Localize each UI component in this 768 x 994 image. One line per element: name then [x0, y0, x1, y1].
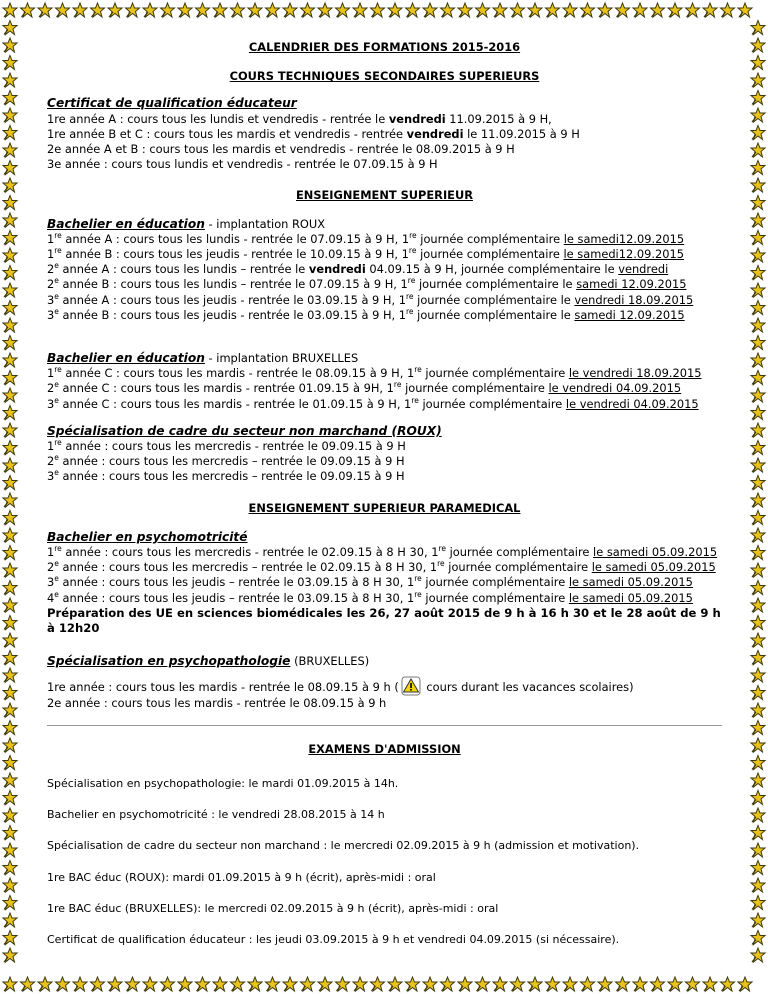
- border-star: [751, 108, 765, 122]
- border-star: [73, 977, 87, 991]
- border-star: [3, 773, 17, 787]
- border-star: [406, 3, 420, 17]
- border-star: [441, 977, 455, 991]
- es-spec-line-2: 2e année : cours tous les mercredis – rentrée le 09.09.15 à 9 H: [47, 453, 405, 469]
- border-star: [528, 3, 542, 17]
- border-star: [388, 3, 402, 17]
- border-star: [751, 56, 765, 70]
- es-roux-line-4: 2e année B : cours tous les lundis – rentrée le 07.09.15 à 9 H, 1re journée complémentaire le samedi 12.09.2015: [47, 276, 687, 292]
- border-star: [738, 3, 752, 17]
- border-star: [3, 826, 17, 840]
- border-star: [616, 977, 630, 991]
- border-star: [283, 3, 297, 17]
- es-roux-line-1: 1re année A : cours tous les lundis - rentrée le 07.09.15 à 9 H, 1re journée complémentaire le samedi12.09.2015: [47, 230, 685, 246]
- border-star: [196, 3, 210, 17]
- border-star: [178, 977, 192, 991]
- border-star: [196, 977, 210, 991]
- border-star: [318, 3, 332, 17]
- border-star: [3, 528, 17, 542]
- border-star: [751, 633, 765, 647]
- border-star: [476, 3, 490, 17]
- border-star: [178, 3, 192, 17]
- border-star: [231, 977, 245, 991]
- border-star: [3, 948, 17, 962]
- border-star: [3, 441, 17, 455]
- border-star: [3, 843, 17, 857]
- border-star: [3, 353, 17, 367]
- border-star: [751, 353, 765, 367]
- border-star: [266, 3, 280, 17]
- border-star: [3, 266, 17, 280]
- border-star: [3, 3, 17, 17]
- exam-item: Bachelier en psychomotricité : le vendredi 28.08.2015 à 14 h: [47, 808, 385, 822]
- border-star: [3, 21, 17, 35]
- border-star: [751, 336, 765, 350]
- es-bxl-line-3: 3e année C : cours tous les mardis - rentrée le 01.09.15 à 9 H, 1re journée complémentaire le vendredi 04.09.2015: [47, 395, 699, 411]
- border-star: [353, 3, 367, 17]
- border-star: [3, 283, 17, 297]
- border-star: [668, 977, 682, 991]
- border-star: [3, 213, 17, 227]
- border-star: [423, 977, 437, 991]
- border-star: [21, 977, 35, 991]
- border-star: [3, 686, 17, 700]
- border-star: [751, 773, 765, 787]
- cts-line-4: 3e année : cours tous lundis et vendredis - rentrée le 07.09.15 à 9 H: [47, 157, 438, 172]
- border-star: [751, 931, 765, 945]
- exam-item: 1re BAC éduc (BRUXELLES): le mercredi 02.09.2015 à 9 h (écrit), après-midi : oral: [47, 901, 499, 915]
- border-star: [751, 843, 765, 857]
- border-star: [751, 73, 765, 87]
- border-star: [3, 651, 17, 665]
- border-star: [751, 126, 765, 140]
- border-star: [668, 3, 682, 17]
- border-star: [213, 977, 227, 991]
- border-star: [751, 563, 765, 577]
- border-star: [598, 3, 612, 17]
- border-star: [3, 91, 17, 105]
- border-star: [3, 878, 17, 892]
- para-psy-ue-note: Préparation des UE en sciences biomédicales les 26, 27 août 2015 de 9 h à 16 h 30 et le 28 août de 9 h à 12h20: [47, 605, 721, 636]
- border-star: [751, 791, 765, 805]
- es-bxl-subheading: Bachelier en éducation - implantation BRUXELLES: [47, 351, 359, 366]
- border-star: [751, 423, 765, 437]
- border-star: [546, 977, 560, 991]
- border-star: [3, 721, 17, 735]
- border-star: [3, 913, 17, 927]
- border-star: [423, 3, 437, 17]
- para-psy-subheading: Bachelier en psychomotricité: [47, 529, 248, 544]
- border-star: [616, 3, 630, 17]
- border-star: [3, 791, 17, 805]
- border-star: [721, 3, 735, 17]
- border-star: [3, 126, 17, 140]
- border-star: [371, 977, 385, 991]
- border-star: [751, 161, 765, 175]
- border-star: [143, 3, 157, 17]
- border-star: [511, 977, 525, 991]
- border-star: [581, 3, 595, 17]
- es-roux-line-5: 3e année A : cours tous les jeudis - rentrée le 03.09.15 à 9 H, 1re journée complémentaire le vendredi 18.09.2015: [47, 291, 694, 307]
- border-star: [3, 231, 17, 245]
- border-star: [686, 3, 700, 17]
- border-star: [336, 3, 350, 17]
- border-star: [751, 581, 765, 595]
- border-star: [3, 178, 17, 192]
- border-star: [633, 977, 647, 991]
- para-pp-line-2: 2e année : cours tous les mardis - rentrée le 08.09.15 à 9 h: [47, 695, 387, 710]
- border-star: [3, 336, 17, 350]
- border-star: [213, 3, 227, 17]
- border-star: [738, 977, 752, 991]
- border-star: [38, 3, 52, 17]
- border-star: [751, 231, 765, 245]
- border-star: [441, 3, 455, 17]
- border-star: [751, 388, 765, 402]
- border-star: [73, 3, 87, 17]
- border-star: [703, 977, 717, 991]
- border-star: [56, 977, 70, 991]
- border-star: [751, 406, 765, 420]
- cts-heading: COURS TECHNIQUES SECONDAIRES SUPERIEURS: [229, 69, 540, 84]
- border-star: [3, 808, 17, 822]
- border-star: [388, 977, 402, 991]
- border-star: [581, 977, 595, 991]
- border-star: [248, 3, 262, 17]
- border-star: [336, 977, 350, 991]
- border-star: [126, 977, 140, 991]
- border-star: [751, 318, 765, 332]
- border-star: [721, 977, 735, 991]
- exam-item: 1re BAC éduc (ROUX): mardi 01.09.2015 à 9 h (écrit), après-midi : oral: [47, 870, 436, 884]
- para-heading: ENSEIGNEMENT SUPERIEUR PARAMEDICAL: [248, 500, 521, 515]
- border-star: [546, 3, 560, 17]
- border-star: [3, 38, 17, 52]
- border-star: [3, 143, 17, 157]
- border-star: [751, 721, 765, 735]
- document-page: [47, 28, 722, 947]
- border-star: [3, 371, 17, 385]
- border-star: [751, 616, 765, 630]
- border-star: [3, 931, 17, 945]
- border-star: [751, 38, 765, 52]
- border-star: [751, 756, 765, 770]
- border-star: [751, 441, 765, 455]
- para-psy-line-1: 1re année : cours tous les mercredis - rentrée le 02.09.15 à 8 H 30, 1re journée complémentaire le samedi 05.09.2015: [47, 544, 718, 560]
- border-star: [751, 493, 765, 507]
- border-star: [751, 371, 765, 385]
- es-heading: ENSEIGNEMENT SUPERIEUR: [296, 188, 473, 203]
- exam-item: Certificat de qualification éducateur : les jeudi 03.09.2015 à 9 h et vendredi 04.09.2015 (si nécessaire).: [47, 932, 620, 946]
- border-star: [651, 977, 665, 991]
- border-star: [161, 977, 175, 991]
- border-star: [3, 248, 17, 262]
- border-star: [633, 3, 647, 17]
- separator-line: [47, 725, 722, 726]
- border-star: [751, 546, 765, 560]
- es-roux-line-6: 3e année B : cours tous les jeudis - rentrée le 03.09.15 à 9 H, 1re journée complémentaire le samedi 12.09.2015: [47, 306, 685, 322]
- border-star: [751, 598, 765, 612]
- border-star: [751, 178, 765, 192]
- border-star: [751, 808, 765, 822]
- border-star: [493, 3, 507, 17]
- cts-line-1: 1re année A : cours tous les lundis et vendredis - rentrée le vendredi 11.09.2015 à 9 H,: [47, 111, 552, 126]
- border-star: [3, 318, 17, 332]
- border-star: [301, 977, 315, 991]
- border-star: [3, 458, 17, 472]
- cts-line-2: 1re année B et C : cours tous les mardis et vendredis - rentrée vendredi le 11.09.2015 à 9 H: [47, 126, 580, 141]
- border-star: [3, 861, 17, 875]
- border-star: [108, 3, 122, 17]
- border-star: [751, 511, 765, 525]
- border-star: [3, 196, 17, 210]
- border-star: [126, 3, 140, 17]
- es-bxl-line-2: 2e année C : cours tous les mardis - rentrée 01.09.15 à 9H, 1re journée complémentaire le vendredi 04.09.2015: [47, 380, 682, 396]
- border-star: [703, 3, 717, 17]
- border-star: [751, 651, 765, 665]
- para-pp-subheading: Spécialisation en psychopathologie (BRUXELLES): [47, 654, 370, 669]
- border-star: [161, 3, 175, 17]
- border-star: [751, 826, 765, 840]
- border-star: [751, 248, 765, 262]
- border-star: [598, 977, 612, 991]
- cts-subheading: Certificat de qualification éducateur: [47, 96, 297, 111]
- border-star: [3, 511, 17, 525]
- es-bxl-line-1: 1re année C : cours tous les mardis - rentrée le 08.09.15 à 9 H, 1re journée complémentaire le vendredi 18.09.2015: [47, 365, 702, 381]
- border-star: [751, 266, 765, 280]
- border-star: [266, 977, 280, 991]
- border-star: [686, 977, 700, 991]
- border-star: [563, 3, 577, 17]
- border-star: [3, 301, 17, 315]
- border-star: [751, 861, 765, 875]
- es-spec-subheading: Spécialisation de cadre du secteur non marchand (ROUX): [47, 423, 442, 438]
- border-star: [458, 3, 472, 17]
- border-star: [651, 3, 665, 17]
- border-star: [283, 977, 297, 991]
- para-pp-line-1: 1re année : cours tous les mardis - rentrée le 08.09.15 à 9 h ( cours durant les vacances scolaires): [47, 676, 722, 696]
- border-star: [563, 977, 577, 991]
- border-star: [751, 528, 765, 542]
- es-spec-line-1: 1re année : cours tous les mercredis - rentrée le 09.09.15 à 9 H: [47, 438, 406, 454]
- border-star: [231, 3, 245, 17]
- border-star: [3, 756, 17, 770]
- border-star: [3, 161, 17, 175]
- border-star: [751, 91, 765, 105]
- border-star: [751, 738, 765, 752]
- border-star: [751, 948, 765, 962]
- border-star: [3, 108, 17, 122]
- border-star: [751, 283, 765, 297]
- border-star: [751, 896, 765, 910]
- border-star: [21, 3, 35, 17]
- border-star: [511, 3, 525, 17]
- border-star: [751, 703, 765, 717]
- para-psy-line-3: 3e année : cours tous les jeudis – rentrée le 03.09.15 à 8 H 30, 1re journée complémentaire le samedi 05.09.2015: [47, 574, 693, 590]
- border-star: [493, 977, 507, 991]
- border-star: [751, 878, 765, 892]
- border-star: [353, 977, 367, 991]
- border-star: [3, 546, 17, 560]
- cts-line-3: 2e année A et B : cours tous les mardis et vendredis - rentrée le 08.09.2015 à 9 H: [47, 142, 515, 157]
- border-star: [3, 581, 17, 595]
- es-roux-line-3: 2e année A : cours tous les lundis – rentrée le vendredi 04.09.15 à 9 H, journée complémentaire le vendredi: [47, 261, 669, 277]
- border-star: [751, 213, 765, 227]
- border-star: [3, 423, 17, 437]
- para-psy-line-2: 2e année : cours tous les mercredis – rentrée le 02.09.15 à 8 H 30, 1re journée complémentaire le samedi 05.09.2015: [47, 559, 716, 575]
- border-star: [248, 977, 262, 991]
- border-star: [3, 977, 17, 991]
- border-star: [3, 738, 17, 752]
- border-star: [3, 616, 17, 630]
- border-star: [3, 73, 17, 87]
- border-star: [318, 977, 332, 991]
- border-star: [751, 143, 765, 157]
- border-star: [91, 977, 105, 991]
- exam-item: Spécialisation en psychopathologie: le mardi 01.09.2015 à 14h.: [47, 776, 399, 790]
- border-star: [751, 476, 765, 490]
- border-star: [751, 196, 765, 210]
- border-star: [3, 493, 17, 507]
- border-star: [751, 21, 765, 35]
- border-star: [458, 977, 472, 991]
- border-star: [406, 977, 420, 991]
- border-star: [371, 3, 385, 17]
- para-psy-line-4: 4e année : cours tous les jeudis – rentrée le 03.09.15 à 8 H 30, 1re journée complémentaire le samedi 05.09.2015: [47, 589, 693, 605]
- border-star: [3, 703, 17, 717]
- border-star: [3, 633, 17, 647]
- border-star: [3, 388, 17, 402]
- border-star: [3, 406, 17, 420]
- border-star: [3, 668, 17, 682]
- border-star: [3, 476, 17, 490]
- border-star: [3, 598, 17, 612]
- es-roux-subheading: Bachelier en éducation - implantation ROUX: [47, 216, 326, 231]
- border-star: [751, 913, 765, 927]
- border-star: [3, 56, 17, 70]
- es-roux-line-2: 1re année B : cours tous les jeudis - rentrée le 10.09.15 à 9 H, 1re journée complémentaire le samedi12.09.2015: [47, 246, 684, 262]
- exam-item: Spécialisation de cadre du secteur non marchand : le mercredi 02.09.2015 à 9 h (admission et motivation).: [47, 839, 640, 853]
- border-star: [91, 3, 105, 17]
- border-star: [3, 563, 17, 577]
- border-star: [108, 977, 122, 991]
- border-star: [751, 686, 765, 700]
- border-star: [476, 977, 490, 991]
- border-star: [143, 977, 157, 991]
- document-title: CALENDRIER DES FORMATIONS 2015-2016: [248, 40, 521, 54]
- border-star: [751, 458, 765, 472]
- border-star: [528, 977, 542, 991]
- es-spec-line-3: 3e année : cours tous les mercredis – rentrée le 09.09.15 à 9 H: [47, 468, 405, 484]
- border-star: [301, 3, 315, 17]
- exams-heading: EXAMENS D'ADMISSION: [308, 741, 461, 756]
- border-star: [751, 301, 765, 315]
- border-star: [3, 896, 17, 910]
- border-star: [751, 668, 765, 682]
- warning-icon: [401, 676, 421, 696]
- border-star: [56, 3, 70, 17]
- border-star: [38, 977, 52, 991]
